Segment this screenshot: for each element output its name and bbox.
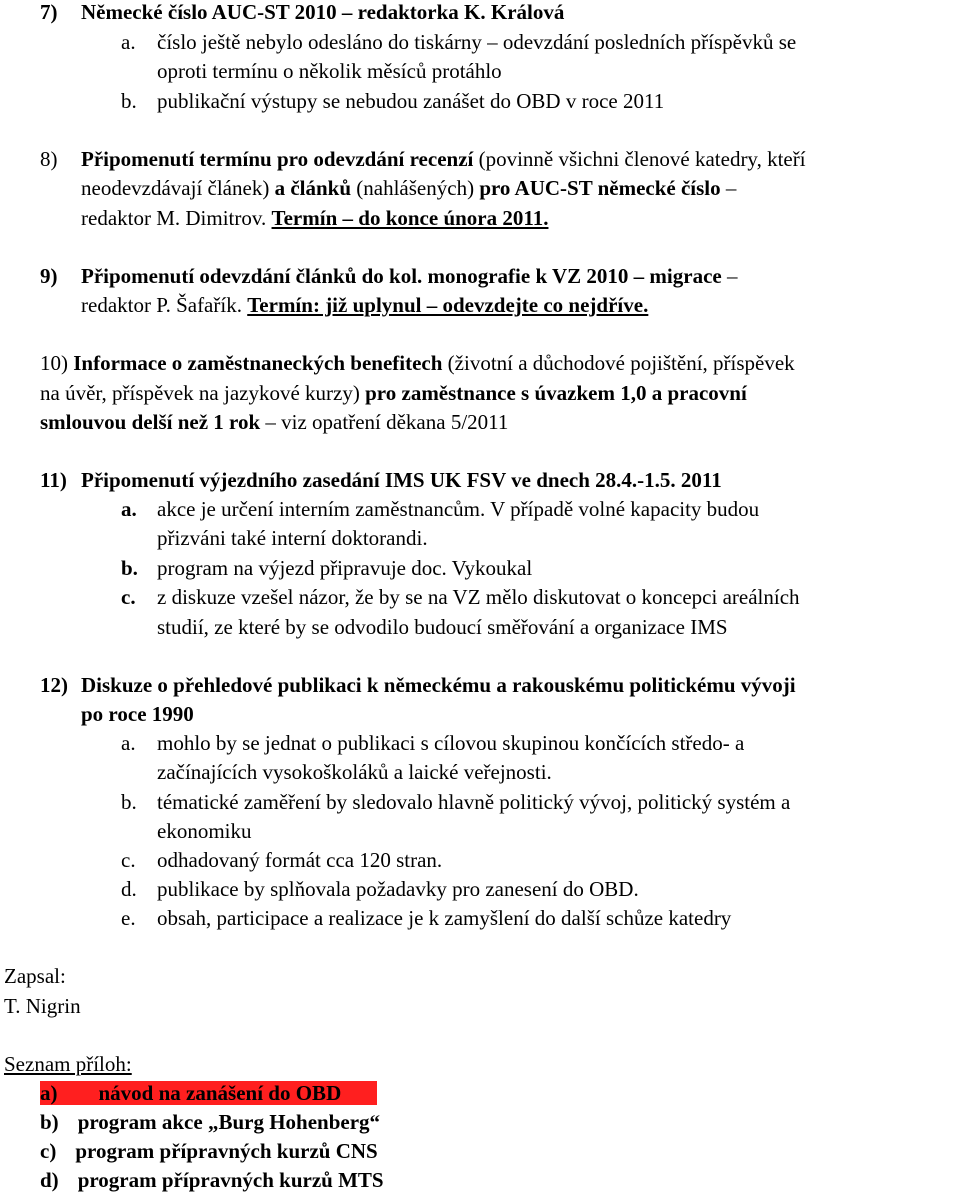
item-12-number: 12) — [40, 673, 68, 697]
item-7-title: Německé číslo AUC-ST 2010 – redaktorka K. Králová — [81, 0, 565, 24]
item-8-deadline: Termín – do konce února 2011. — [271, 206, 549, 230]
item-8-line1: Připomenutí termínu pro odevzdání recenzí (povinně všichni členové katedry, kteří — [81, 147, 806, 171]
attachment-item: b) program akce „Burg Hohenberg“ — [40, 1110, 381, 1134]
item-11-b-text: program na výjezd připravuje doc. Vykoukal — [157, 556, 533, 580]
item-8-line2: neodevzdávají článek) a článků (nahlášených) pro AUC-ST německé číslo – — [81, 176, 737, 200]
item-12-c-marker: c. — [121, 848, 136, 872]
item-11-a-marker: a. — [121, 497, 137, 521]
item-12-a-line2: začínajících vysokoškoláků a laické veřejnosti. — [157, 760, 552, 784]
item-10-line2: na úvěr, příspěvek na jazykové kurzy) pro zaměstnance s úvazkem 1,0 a pracovní — [40, 381, 747, 405]
item-7-a-marker: a. — [121, 30, 136, 54]
attachment-item — [40, 1081, 377, 1105]
item-11-a-line1: akce je určení interním zaměstnancům. V případě volné kapacity budou — [157, 497, 760, 521]
item-11-title: Připomenutí výjezdního zasedání IMS UK FSV ve dnech 28.4.-1.5. 2011 — [81, 468, 722, 492]
item-12-e-text: obsah, participace a realizace je k zamyšlení do další schůze katedry — [157, 906, 732, 930]
item-7-number: 7) — [40, 0, 58, 24]
item-7-a-line1: číslo ještě nebylo odesláno do tiskárny – odevzdání posledních příspěvků se — [157, 30, 797, 54]
recorded-by-name: T. Nigrin — [4, 994, 81, 1018]
item-12-d-text: publikace by splňovala požadavky pro zanesení do OBD. — [157, 877, 639, 901]
item-12-b-line1: tématické zaměření by sledovalo hlavně politický vývoj, politický systém a — [157, 790, 791, 814]
attachments-heading: Seznam příloh: — [4, 1052, 132, 1076]
item-11-c-line2: studií, ze které by se odvodilo budoucí směřování a organizace IMS — [157, 615, 728, 639]
item-12-d-marker: d. — [121, 877, 137, 901]
item-9-line1: Připomenutí odevzdání článků do kol. monografie k VZ 2010 – migrace – — [81, 264, 738, 288]
item-12-c-text: odhadovaný formát cca 120 stran. — [157, 848, 443, 872]
item-11-c-marker: c. — [121, 585, 136, 609]
item-7-b-text: publikační výstupy se nebudou zanášet do OBD v roce 2011 — [157, 89, 665, 113]
item-12-a-marker: a. — [121, 731, 136, 755]
attachment-item: d) program přípravných kurzů MTS — [40, 1168, 384, 1192]
item-11-number: 11) — [40, 468, 67, 492]
recorded-by-label: Zapsal: — [4, 964, 66, 988]
item-11-a-line2: přizváni také interní doktorandi. — [157, 526, 428, 550]
item-7-a-line2: oproti termínu o několik měsíců protáhlo — [157, 59, 502, 83]
item-9-number: 9) — [40, 264, 58, 288]
item-9-deadline: Termín: již uplynul – odevzdejte co nejdříve. — [247, 293, 649, 317]
item-11-c-line1: z diskuze vzešel názor, že by se na VZ mělo diskutovat o koncepci areálních — [157, 585, 800, 609]
item-10-line3: smlouvou delší než 1 rok – viz opatření děkana 5/2011 — [40, 410, 509, 434]
item-12-title-line1: Diskuze o přehledové publikaci k německému a rakouskému politickému vývoji — [81, 673, 796, 697]
item-9-line2: redaktor P. Šafařík. Termín: již uplynul – odevzdejte co nejdříve. — [81, 293, 649, 317]
item-11-b-marker: b. — [121, 556, 138, 580]
item-12-title-line2: po roce 1990 — [81, 702, 194, 726]
attachment-item: c) program přípravných kurzů CNS — [40, 1139, 378, 1163]
item-8-line3: redaktor M. Dimitrov. Termín – do konce února 2011. — [81, 206, 549, 230]
item-12-b-line2: ekonomiku — [157, 819, 252, 843]
item-12-b-marker: b. — [121, 790, 137, 814]
item-8-number: 8) — [40, 147, 58, 171]
attachment-highlight: a) návod na zanášení do OBD — [40, 1081, 377, 1105]
item-7-b-marker: b. — [121, 89, 137, 113]
item-12-a-line1: mohlo by se jednat o publikaci s cílovou skupinou končících středo- a — [157, 731, 745, 755]
item-12-e-marker: e. — [121, 906, 136, 930]
item-10-line1: 10) Informace o zaměstnaneckých benefitech (životní a důchodové pojištění, příspěvek — [40, 351, 795, 375]
